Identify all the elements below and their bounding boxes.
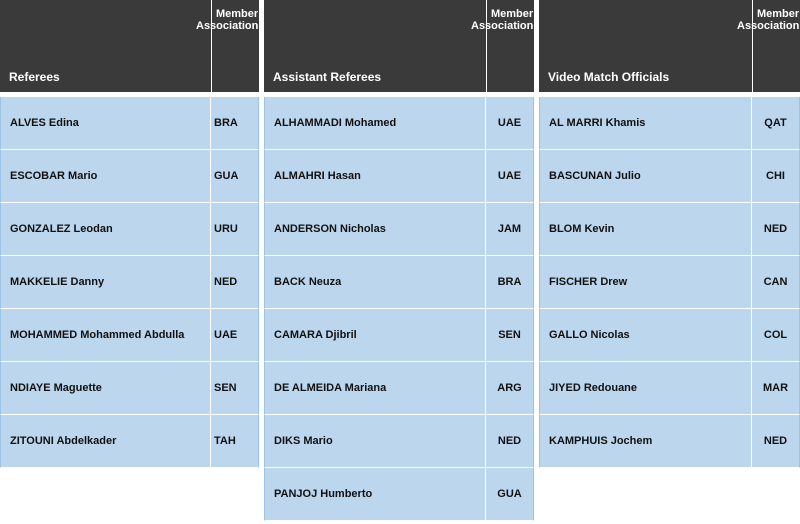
table-row [264,150,534,203]
table-row [0,309,259,362]
assoc-header-label: Member Association [195,8,258,32]
table-row [264,309,534,362]
member-association-code: NED [210,256,258,308]
member-association-code: ARG [485,362,533,414]
member-association-code: GUA [210,150,258,202]
table-row [539,150,800,203]
table-row [264,468,534,521]
member-association-code: CHI [751,150,799,202]
table-row [0,97,259,150]
member-association-code: BRA [210,97,258,149]
member-association-code: UAE [485,150,533,202]
table-row [539,256,800,309]
official-name: GONZALEZ Leodan [10,223,113,235]
table-title: Assistant Referees [273,70,382,84]
official-name: PANJOJ Humberto [274,488,373,500]
member-association-code: NED [751,415,799,467]
table-header [264,0,534,92]
table-row [264,203,534,256]
official-name: DIKS Mario [274,435,333,447]
table-row [539,203,800,256]
official-name: BACK Neuza [274,276,342,288]
member-association-code: TAH [210,415,258,467]
table-title: Video Match Officials [548,70,670,84]
official-name: DE ALMEIDA Mariana [274,382,387,394]
assoc-header-label: Member Association [736,8,799,32]
table-row [264,415,534,468]
official-name: AL MARRI Khamis [549,117,646,129]
table-header [0,0,259,92]
member-association-code: JAM [485,203,533,255]
table-row [0,256,259,309]
assoc-column-header [195,0,259,92]
official-name: ESCOBAR Mario [10,170,98,182]
member-association-code: NED [485,415,533,467]
official-name: BLOM Kevin [549,223,615,235]
table-row [264,362,534,415]
table-header [539,0,800,92]
table-row [539,97,800,150]
member-association-code: MAR [751,362,799,414]
member-association-code: BRA [485,256,533,308]
table-row [539,362,800,415]
official-name: CAMARA Djibril [274,329,357,341]
official-name: KAMPHUIS Jochem [549,435,653,447]
official-name: MAKKELIE Danny [10,276,105,288]
table-row [539,415,800,468]
official-name: ALMAHRI Hasan [274,170,361,182]
official-name: MOHAMMED Mohammed Abdulla [10,329,185,341]
table-title: Referees [9,70,60,84]
member-association-code: CAN [751,256,799,308]
table-row [0,203,259,256]
member-association-code: QAT [751,97,799,149]
member-association-code: SEN [485,309,533,361]
table-row [264,97,534,150]
official-name: ALHAMMADI Mohamed [274,117,397,129]
member-association-code: UAE [485,97,533,149]
table-row [264,256,534,309]
referees-table [0,0,259,468]
assistant-referees-table [264,0,534,521]
member-association-code: UAE [210,309,258,361]
official-name: ZITOUNI Abdelkader [10,435,117,447]
member-association-code: SEN [210,362,258,414]
assoc-header-label: Member Association [470,8,533,32]
official-name: GALLO Nicolas [549,329,630,341]
member-association-code: NED [751,203,799,255]
table-row [539,309,800,362]
official-name: FISCHER Drew [549,276,628,288]
member-association-code: GUA [485,468,533,520]
official-name: BASCUNAN Julio [549,170,641,182]
video-match-officials-table [539,0,800,468]
member-association-code: COL [751,309,799,361]
official-name: ANDERSON Nicholas [274,223,386,235]
table-row [0,150,259,203]
member-association-code: URU [210,203,258,255]
table-row [0,415,259,468]
table-row [0,362,259,415]
official-name: ALVES Edina [10,117,79,129]
official-name: JIYED Redouane [549,382,638,394]
official-name: NDIAYE Maguette [10,382,102,394]
assoc-column-header [736,0,800,92]
assoc-column-header [470,0,534,92]
